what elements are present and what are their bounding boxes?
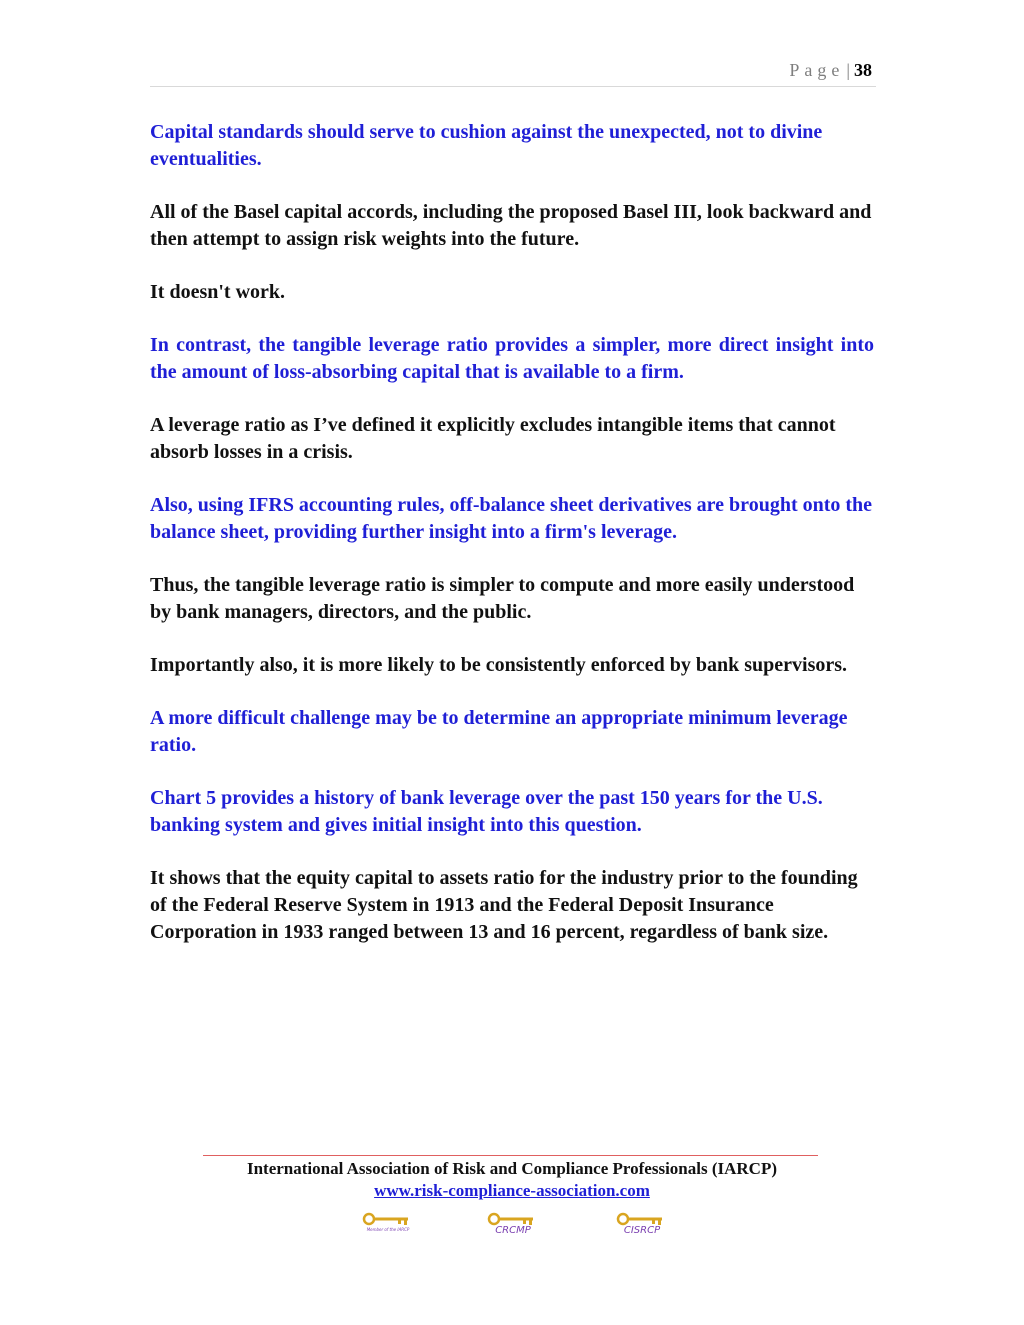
crcmp-logo: [487, 1212, 539, 1242]
paragraph: A leverage ratio as I’ve defined it explicitly excludes intangible items that cannot absorb losses in a crisis.: [150, 414, 836, 463]
key-icon: [487, 1212, 539, 1226]
paragraph: It shows that the equity capital to assets ratio for the industry prior to the founding of the Federal Reserve System in 1913 and the Federal Deposit Insurance Corporation in 1933 ranged between 13 and 16 percent, regardless of bank size.: [150, 867, 858, 943]
key-icon: [362, 1212, 414, 1226]
logo-label: CISRCP: [623, 1225, 661, 1236]
page-number: 38: [854, 60, 872, 80]
document-body: [150, 119, 874, 972]
page-number-indicator: [789, 60, 872, 81]
cisrcp-logo: [616, 1212, 668, 1242]
paragraph: A more difficult challenge may be to determine an appropriate minimum leverage ratio.: [150, 707, 848, 756]
paragraph: All of the Basel capital accords, including the proposed Basel III, look backward and then attempt to assign risk weights into the future.: [150, 201, 872, 250]
footer-organization: International Association of Risk and Compliance Professionals (IARCP): [246, 1159, 778, 1178]
page-header: [150, 58, 876, 87]
member-logo: [362, 1212, 414, 1242]
key-icon: [616, 1212, 668, 1226]
footer-website-link[interactable]: www.risk-compliance-association.com: [374, 1181, 650, 1200]
paragraph: In contrast, the tangible leverage ratio provides a simpler, more direct insight into the amount of loss-absorbing capital that is available to a firm.: [150, 334, 874, 383]
footer-divider: [203, 1155, 818, 1156]
page-separator: |: [846, 60, 850, 80]
paragraph: Chart 5 provides a history of bank leverage over the past 150 years for the U.S. banking system and gives initial insight into this question.: [150, 787, 823, 836]
paragraph: Thus, the tangible leverage ratio is simpler to compute and more easily understood by bank managers, directors, and the public.: [150, 574, 855, 623]
paragraph: It doesn't work.: [150, 281, 286, 303]
paragraph: Capital standards should serve to cushion against the unexpected, not to divine eventualities.: [150, 121, 823, 170]
page-word: Page: [789, 60, 845, 80]
logo-label: Member of the IARCP: [366, 1227, 410, 1232]
paragraph: Importantly also, it is more likely to be consistently enforced by bank supervisors.: [150, 654, 848, 676]
paragraph: Also, using IFRS accounting rules, off-balance sheet derivatives are brought onto the balance sheet, providing further insight into a firm's leverage.: [150, 494, 873, 543]
logo-label: CRCMP: [495, 1225, 531, 1236]
